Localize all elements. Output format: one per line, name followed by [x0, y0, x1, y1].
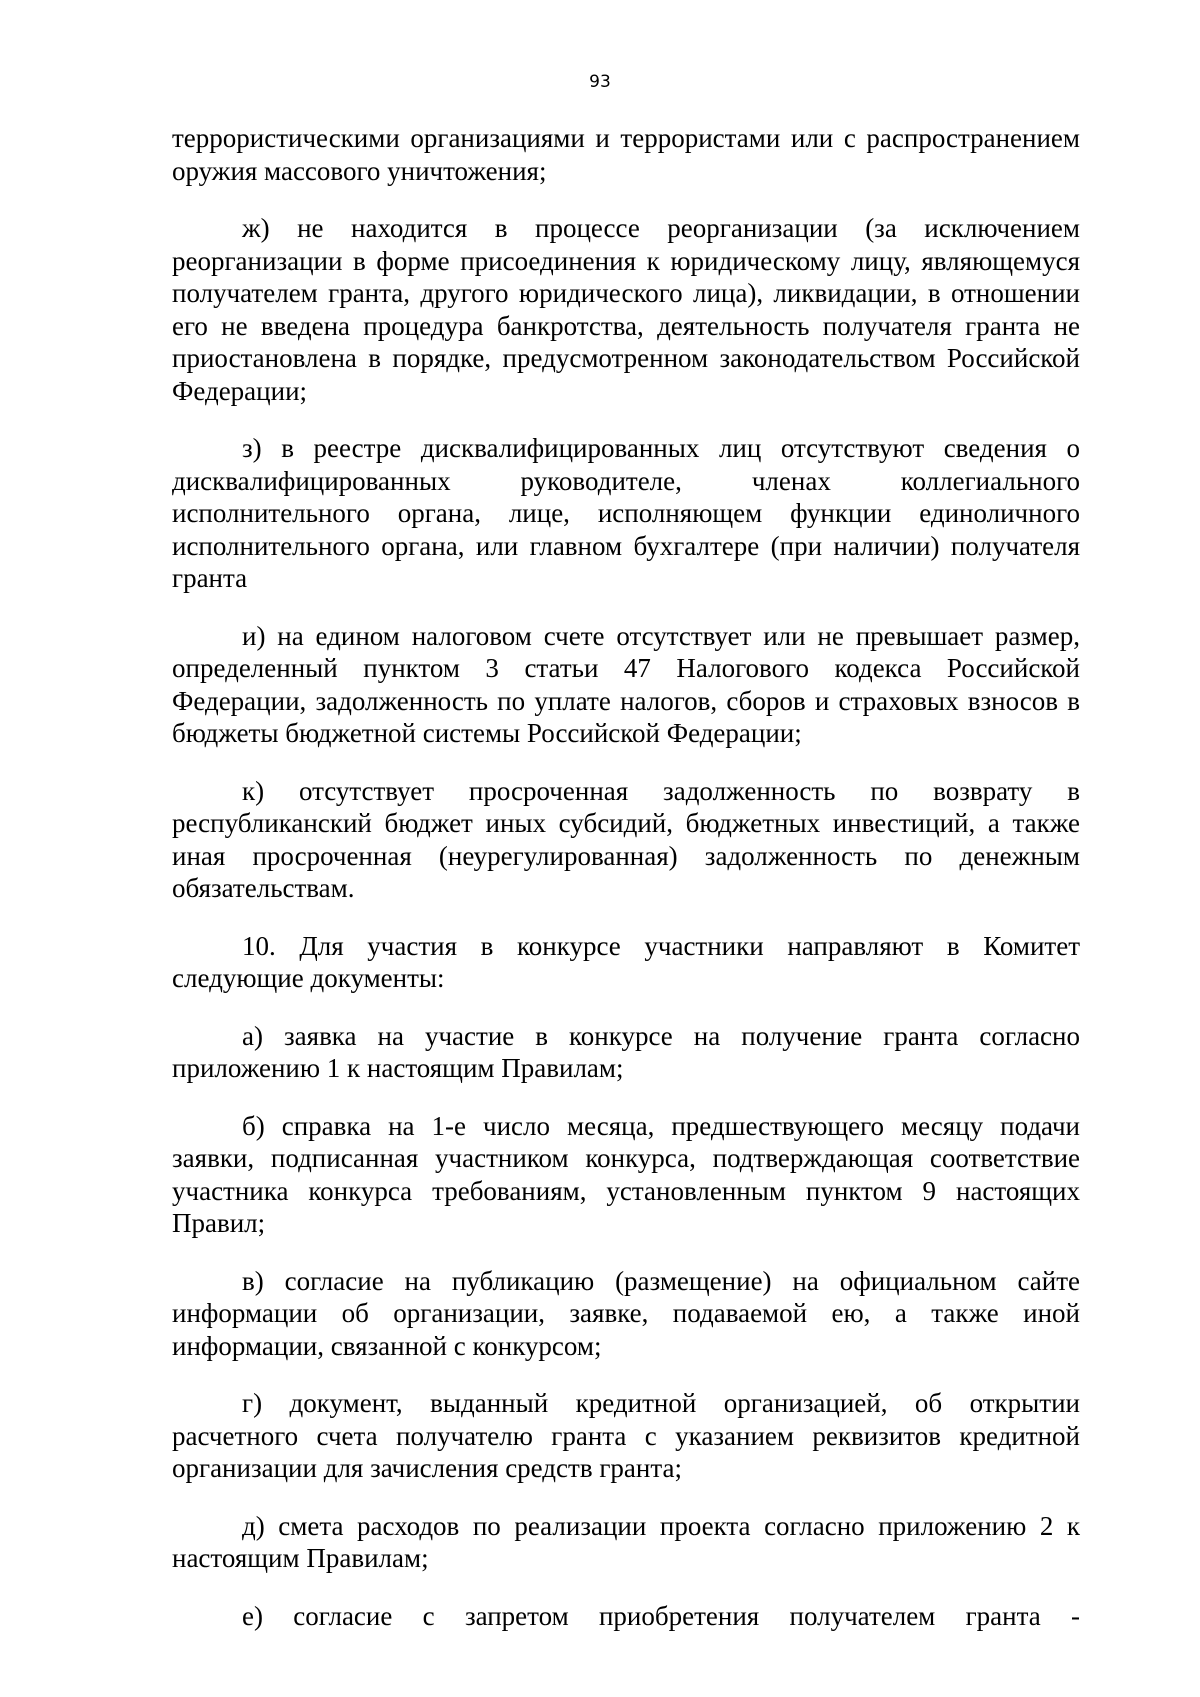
- paragraph-item-i: и) на едином налоговом счете отсутствует или не превышает размер, определенный пунктом 3 статьи 47 Налогового кодекса Российской Федерации, задолженность по уплате налогов, сборов и страховых взносов в бюджеты бюджетной системы Российской Федерации;: [172, 620, 1080, 748]
- paragraph-item-g: г) документ, выданный кредитной организацией, об открытии расчетного счета получателю гранта с указанием реквизитов кредитной организации для зачисления средств гранта;: [172, 1388, 1080, 1483]
- paragraph-item-a: а) заявка на участие в конкурсе на получение гранта согласно приложению 1 к настоящим Правилам;: [172, 1020, 1080, 1083]
- paragraph-item-v: в) согласие на публикацию (размещение) на официальном сайте информации об организации, заявке, подаваемой ею, а также иной информации, связанной с конкурсом;: [172, 1265, 1080, 1361]
- page-number: 93: [589, 72, 611, 92]
- paragraph-item-e: е) согласие с запретом приобретения получателем гранта -: [242, 1600, 1080, 1631]
- document-body: [172, 122, 1080, 1657]
- paragraph-item-zh: ж) не находится в процессе реорганизации (за исключением реорганизации в форме присоединения к юридическому лицу, являющемуся получателем гранта, другого юридического лица), ликвидации, в отношении его не введена процедура банкротства, деятельность получателя гранта не приостановлена в порядке, предусмотренном законодательством Российской Федерации;: [172, 213, 1080, 406]
- paragraph-item-z: з) в реестре дисквалифицированных лиц отсутствуют сведения о дисквалифицированных руководителе, членах коллегиального исполнительного органа, лице, исполняющем функции единоличного исполнительного органа, или главном бухгалтере (при наличии) получателя гранта: [172, 433, 1080, 593]
- paragraph-item-k: к) отсутствует просроченная задолженность по возврату в республиканский бюджет иных субсидий, бюджетных инвестиций, а также иная просроченная (неурегулированная) задолженность по денежным обязательствам.: [172, 775, 1080, 903]
- paragraph-continuation: террористическими организациями и террористами или с распространением оружия массового уничтожения;: [172, 123, 1080, 186]
- paragraph-item-d: д) смета расходов по реализации проекта согласно приложению 2 к настоящим Правилам;: [172, 1510, 1080, 1573]
- paragraph-section-10: 10. Для участия в конкурсе участники направляют в Комитет следующие документы:: [172, 930, 1080, 993]
- paragraph-item-b: б) справка на 1-е число месяца, предшествующего месяцу подачи заявки, подписанная участником конкурса, подтверждающая соответствие участника конкурса требованиям, установленным пунктом 9 настоящих Правил;: [172, 1110, 1080, 1238]
